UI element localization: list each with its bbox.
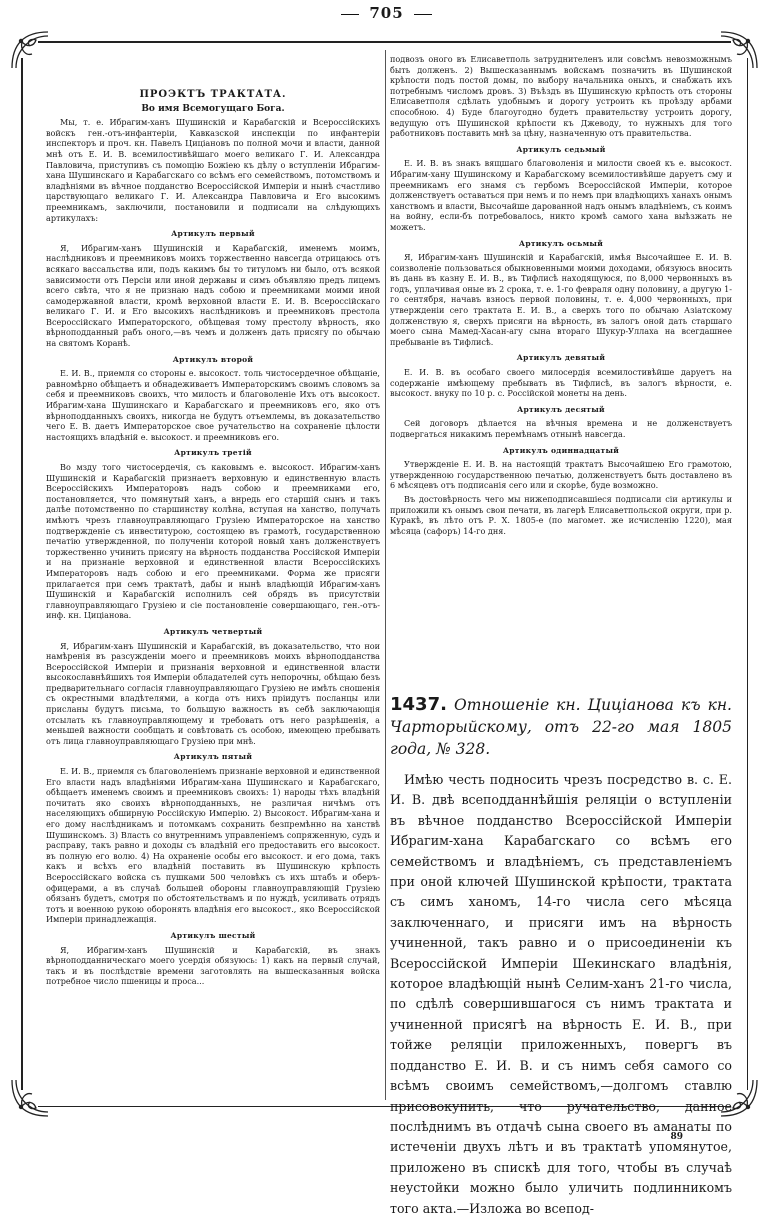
column-divider bbox=[385, 50, 386, 1100]
article-text: Сей договоръ дѣлается на вѣчныя времена и не долженствуетъ подвергаться никакимъ перемѣнамъ отнынѣ навсегда. bbox=[390, 418, 732, 439]
article-text: Я, Ибрагим-ханъ Шушинскій и Карабагскій, имѣя Высочайшее Е. И. В. соизволеніе пользоваться обыкновенными моими доходами, обязуюсь вносить въ дань въ казну Е. И. В., въ Тифлисѣ находящуюся, по 8,000 червонныхъ въ годъ, уплачивая оные въ 2 срока, т. е. 1-го февраля одну половину, а другую 1-го сентября, начавъ взносъ первой половины, т. е. 4,000 червонныхъ, при утвержденіи сего трактата Е. И. В., а сверхъ того по обычаю Азіатскому долженствую я, сверхъ присяги на вѣрность, въ залогъ оной дать старшаго моего сына Мамед-Хасан-агу сына втораго Шукур-Уллаха на всегдашнее пребываніе въ Тифлисѣ. bbox=[390, 252, 732, 347]
article-heading: Артикулъ второй bbox=[172, 354, 254, 364]
document-number: 1437. bbox=[390, 694, 447, 715]
treaty-title: ПРОЭКТЪ ТРАКТАТА. bbox=[139, 89, 287, 100]
article-text: Я, Ибрагим-ханъ Шушинскій и Карабагскій, въ доказательство, что нои намѣренія въ разсужденіи моего и преемниковъ моихъ вѣрноподданства Всероссійской Имперіи и признанія верховной и единственной власти высокославнѣйшихъ тоя Имперіи обладателей суть непорочны, обѣщаю безъ предварительнаго согласія главноуправляющаго Грузіею не имѣть сношенія съ окрестными владѣтелями, а когда отъ нихъ пріидутъ посланцы или присланы будутъ письма, то большую важность въ себѣ заключающія отсылать къ главноуправляющему и требовать отъ него разрѣшенія, а меньшей важности сообщать и совѣтовать съ особою, имеющею пребывать отъ лица главноуправляющаго Грузіею при мнѣ. bbox=[46, 640, 380, 746]
signature-mark: 89 bbox=[670, 1132, 683, 1142]
article-heading: Артикулъ четвертый bbox=[163, 626, 263, 636]
document-body: Имѣю честь подносить чрезъ посредство в. с. Е. И. В. двѣ всеподданнѣйшія реляціи о вступленіи въ вѣчное подданство Всероссійской Имперіи Ибрагим-хана Карабагскаго со всѣмъ его семействомъ и владѣніемъ, съ представленіемъ при оной ключей Шушинской крѣпости, трактата съ симъ ханомъ, 14-го числа сего мѣсяца заключеннаго, и присяги имъ на вѣрность учиненной, такъ равно и о присоединеніи къ Всероссійской Имперіи Шекинскаго владѣнія, которое владѣющій нынѣ Селим-ханъ 21-го числа, по сдѣлѣ совершившагося съ нимъ трактата и учиненной присягѣ на вѣрность Е. И. В., при тойже реляціи приложенныхъ, повергъ въ подданство Е. И. В. и съ нимъ себя самого со всѣмъ своимъ семействомъ,—долгомъ ставлю присовокупить, что ручательство, данное послѣднимъ въ отдачѣ сына своего въ аманаты по истеченіи двухъ лѣтъ и въ трактатѣ упомянутое, приложено въ спискѣ для того, чтобы въ случаѣ неустойки можно было уличить подлинникомъ того акта.—Изложа во всепод- bbox=[390, 772, 732, 1216]
article-text: Е. И. В. въ знакъ вящшаго благоволенія и милости своей къ е. высокост. Ибрагим-хану Шушинскому и Карабагскому всемилостивѣйше даруетъ сму и преемникамъ его знамя съ гербомъ Всероссійской Имперіи, которое долженствуетъ оставаться при немъ и по немъ при владѣющихъ ханахъ онымъ ханствомъ и власти, Высочайше дарованной надъ онымъ владѣніемъ, съ коимъ на войну, если-бъ потребовалось, никто кромѣ самого хана выѣзжать не можетъ. bbox=[390, 158, 732, 232]
document-title: Отношеніе кн. Цицiанова къ кн. Чарторыйскому, отъ 22-го мая 1805 года, № 328. bbox=[390, 696, 732, 758]
page-number: 705 bbox=[0, 4, 773, 22]
article-text: Я, Ибрагим-ханъ Шушинскій и Карабагскій, именемъ моимъ, наслѣдниковъ и преемниковъ моихъ торжественно навсегда отрицаюсь отъ всякаго вассальства или, подъ какимъ бы то титуломъ ни было, отъ всякой зависимости отъ Персіи или иной державы и симъ объявляю предъ лицемъ всего свѣта, что я не признаю надъ собою и преемниками моими иной самодержавной власти, кромѣ верховной власти Е. И. В. Всероссійскаго великаго Г. И. и Его высокихъ наслѣдниковъ и преемниковъ престола Всероссійскаго Императорского, обѣщевая тому престолу вѣрность, яко вѣрноподданный рабъ оного,—въ чемъ и долженъ дать присягу по обычаю на святомъ Коранѣ. bbox=[46, 242, 380, 349]
document-heading bbox=[390, 694, 732, 760]
article-text: Я, Ибрагим-ханъ Шушинскій и Карабагскій, въ знакъ вѣрноподданническаго моего усердія обязуюсь: 1) какъ на первый случай, такъ и въ послѣдствіе времени заготовлять на вышесказанныя войска потребное число пшеницы и проса... bbox=[46, 944, 380, 987]
right-column bbox=[390, 54, 732, 1216]
article-text: Утвержденіе Е. И. В. на настоящій трактатъ Высочайшею Его грамотою, утвержденною государственною печатью, долженствуетъ быть доставлено въ 6 мѣсяцевъ отъ подписанія сего или и скорѣе, буде возможно. bbox=[390, 459, 732, 491]
treaty-preamble: Мы, т. е. Ибрагим-ханъ Шушинскій и Карабагскій и Всероссійскихъ войскъ ген.-отъ-инфантеріи, Кавказской инспекціи по инфантеріи инспекторъ и проч. кн. Павелъ Цицiановъ по полной мочи и власти, данной мнѣ отъ Е. И. В. всемилостивѣйшаго моего великаго Г. И. Александра Павловича, приступивъ съ помощію Божіею къ дѣлу о вступленіи Ибрагим-хана Шушинскаго и Карабагскаго со всѣмъ его семействомъ, потомствомъ и владѣніями въ вѣчное подданство Всероссійской Имперіи и нынѣ счастливо царствующаго великаго Г. И. Александра Павловича и Его высокимъ преемникамъ, заключили, постановили и подписали на слѣдующихъ артикулахъ: bbox=[46, 117, 380, 223]
article-text: Е. И. В., приемля со стороны е. высокост. толь чистосердечное обѣщаніе, равномѣрно обѣщаетъ и обнадеживаетъ Императорскимъ своимъ словомъ за себя и преемниковъ своихъ, что милость и благоволеніе Ихъ отъ высокост. Ибрагим-хана Шушинскаго и Карабагскаго и преемниковъ его, яко отъ вѣрноподданныхъ своихъ, никогда не будутъ отъемлемы, въ доказательство чего Е. В. даетъ Императорское свое ручательство на сохраненіе цѣлости настоящихъ владѣній е. высокост. и преемниковъ его. bbox=[46, 368, 380, 442]
article-text: Е. И. В., приемля съ благоволеніемъ признаніе верховной и единственной Его власти надъ владѣніями Ибрагим-хана Шушинскаго и Карабагскаго, обѣщаетъ именемъ своимъ и преемниковъ своихъ: 1) народы тѣхъ владѣній почитать яко своихъ вѣрноподданныхъ, не различая ничѣмъ отъ населяющихъ обширную Россійскую Имперію. 2) Высокост. Ибрагим-хана и его дому наслѣдникамъ и потомкамъ сохранить безпремѣнно на ханствѣ Шушинскомъ. 3) Власть со внутреннимъ управленіемъ сопряженную, судъ и расправу, такъ равно и доходы съ владѣній его предоставить его высокост. въ полную его волю. 4) На охраненіе особы его высокост. и его дома, такъ какъ и всѣхъ его владѣній поставить въ Шушинскую крѣпость Всероссійскаго войска съ пушками 500 человѣкъ съ ихъ штабъ и оберъ-офицерами, а въ случаѣ большей обороны главноуправляющій Грузіею обязанъ будетъ, смотря по обстоятельствамъ и по нуждѣ, усиливать отрядъ тотъ и военною рукою оборонять владѣнія его высокост., яко Всероссійской Имперіи принадлежащія. bbox=[46, 766, 380, 925]
left-column bbox=[46, 54, 380, 1094]
article-heading: Артикулъ седьмый bbox=[516, 144, 606, 154]
article-heading: Артикулъ первый bbox=[171, 229, 255, 239]
signature-clause: Въ достовѣрность чего мы нижеподписавшіеся подписали сіи артикулы и приложили къ онымъ свои печати, въ лагерѣ Елисаветпольской округи, при р. Куракѣ, въ лѣто отъ Р. Х. 1805-е (по магомет. же исчисленію 1220), мая мѣсяца (сафоръ) 14-го дня. bbox=[390, 493, 732, 536]
article-text: Во мзду того чистосердечія, съ каковымъ е. высокост. Ибрагим-ханъ Шушинскій и Карабагскій признаетъ верховную и единственную власть Всероссійскихъ Императоровъ надъ собою и преемниками его, постановляется, что помянутый ханъ, а внредь его старшій сынъ и такъ далѣе потомственно по старшинству колѣна, вступая на ханство, получать имѣютъ чрезъ главноуправляющаго Грузіею Императорское на ханство подтвержденіе съ инвеститурою, состоящею въ грамотѣ, государственною печатію утвержденной, по полученіи которой новый ханъ долженствуетъ торжественно учинить присягу на вѣрность подданства Россійской Имперіи и на признаніе верховной и единственной власти Всероссійскихъ Императоровъ надъ собою и его преемниками. Форма же присяги прилагается при семъ трактатѣ, дабы и нынѣ владѣющій Ибрагим-ханъ Шушинскій и Карабагскій исполнилъ сей обрядъ въ присутствіи главноуправляющаго Грузіею и сіе постановленіе совершающаго, ген.-отъ-инф. кн. Цицiанова. bbox=[46, 462, 380, 621]
treaty-invocation: Во имя Всемогущаго Бога. bbox=[141, 103, 285, 114]
article-heading: Артикулъ шестый bbox=[170, 930, 256, 940]
article-heading: Артикулъ третій bbox=[174, 448, 252, 458]
article-heading: Артикулъ одиннадцатый bbox=[502, 445, 620, 455]
continued-text: подвозъ оного въ Елисаветполь затруднителенъ или совсѣмъ невозможнымъ быть долженъ. 2) Вышесказаннымъ войскамъ позначить въ Шушинской крѣпости подъ постой домы, по выбору начальника оныхъ, и снабжать ихъ потребнымъ числомъ дровъ. 3) Въѣздъ въ Шушинскую крѣпость отъ стороны Елисаветполя сдѣлать удобнымъ и дорогу устроить къ проѣзду арбами способною. 4) Буде благоугодно будетъ правительству устроить дорогу, ведущую отъ Шушинской крѣпости къ Джеводу, то нужныхъ для того работниковъ поставить мнѣ за цѣну, назначенную отъ правительства. bbox=[390, 54, 732, 139]
treaty-continuation bbox=[390, 54, 732, 674]
article-heading: Артикулъ осьмый bbox=[518, 238, 604, 248]
article-heading: Артикулъ девятый bbox=[516, 353, 606, 363]
article-heading: Артикулъ десятый bbox=[517, 404, 605, 414]
article-text: Е. И. В. въ особаго своего милосердія всемилостивѣйше даруетъ на содержаніе имѣющему пребывать въ Тифлисѣ, въ залогъ вѣрности, е. высокост. внуку по 10 р. с. Россійской монеты на день. bbox=[390, 367, 732, 399]
article-heading: Артикулъ пятый bbox=[173, 752, 253, 762]
